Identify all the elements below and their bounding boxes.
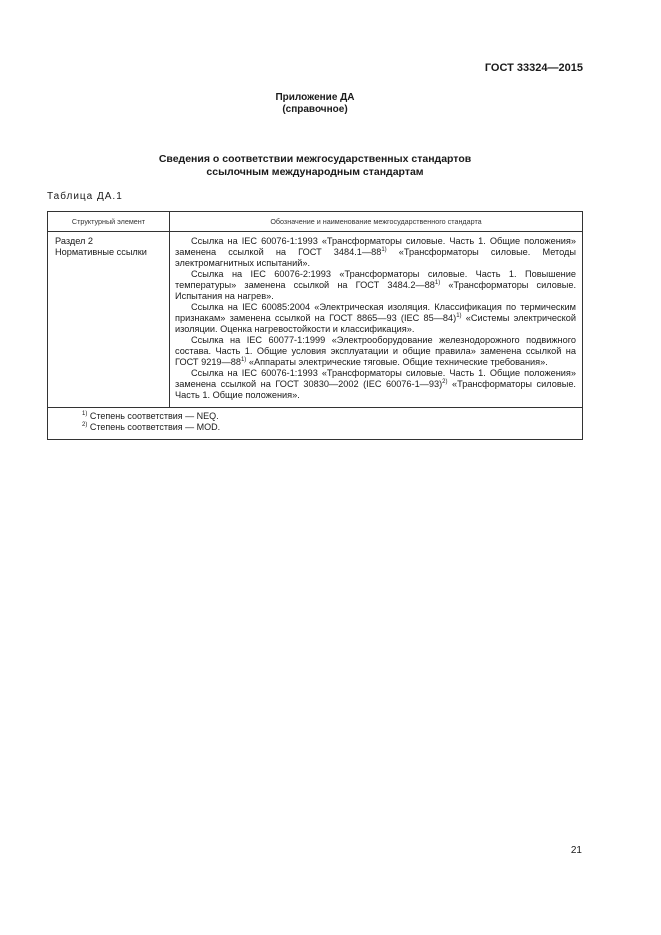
structural-element-cell [48,232,170,408]
reference-paragraph [175,236,576,269]
footnote-marker: 1) [434,280,441,286]
element-section: Раздел 2 [55,236,94,246]
reference-text: «Аппараты электрические тяговые. Общие технические требования». [246,357,548,367]
reference-paragraph [175,269,576,302]
footnote [82,422,576,433]
references-cell [170,232,583,408]
reference-correspondence-table [47,211,583,440]
footnote-marker: 1) [240,357,247,363]
table-caption: Таблица ДА.1 [47,191,123,202]
reference-text: Ссылка на IEC 60077-1:1999 «Электрооборудование железнодорожного подвижного состава. Часть 1. Общие условия эксплуатации и общие правила» заменена ссылкой на ГОСТ 9219—88 [175,335,576,367]
footnote-marker: 2) [442,379,448,385]
reference-text: Ссылка на IEC 60076-2:1993 «Трансформаторы силовые. Часть 1. Повышение температуры» заменена ссылкой на ГОСТ 3484.2—88 [175,269,576,290]
footnote-marker: 1) [456,313,462,319]
appendix-title: Приложение ДА [275,92,355,103]
footnote-text: Степень соответствия — NEQ. [87,411,219,421]
reference-paragraph [175,368,576,401]
footnote-marker: 1) [381,247,387,253]
footnote-marker: 2) [82,422,88,428]
document-heading-line-1: Сведения о соответствии межгосударственных стандартов [158,153,472,165]
footnotes-row [48,408,583,440]
element-name: Нормативные ссылки [55,247,147,257]
reference-text: Ссылка на IEC 60076-1:1993 «Трансформаторы силовые. Часть 1. Общие положения» заменена ссылкой на ГОСТ 30830—2002 (IEC 60076-1—93) [175,368,576,389]
footnotes-cell [48,408,583,440]
reference-text: «Трансформаторы силовые. Испытания на нагрев». [175,280,577,301]
reference-text: Ссылка на IEC 60076-1:1993 «Трансформаторы силовые. Часть 1. Общие положения» заменена ссылкой на ГОСТ 3484.1—88 [175,236,576,257]
footnote [82,411,576,422]
reference-text: «Трансформаторы силовые. Часть 1. Общие положения». [175,379,576,400]
reference-paragraph [175,302,576,335]
page-number: 21 [570,845,582,856]
table-row [48,232,583,408]
appendix-subtitle: (справочное) [282,104,348,115]
standard-number: ГОСТ 33324—2015 [484,62,583,74]
reference-text: «Системы электрической изоляции. Оценка нагревостойкости и классификация». [175,313,576,334]
reference-text: «Трансформаторы силовые. Методы электромагнитных испытаний». [175,247,576,268]
column-header-standard-designation: Обозначение и наименование межгосударственного стандарта [170,212,583,232]
document-heading-line-2: ссылочным международным стандартам [206,166,424,178]
footnote-marker: 1) [82,411,88,417]
column-header-structural-element: Структурный элемент [48,212,170,232]
footnote-text: Степень соответствия — MOD. [87,422,221,432]
table-header-row [48,212,583,232]
reference-text: Ссылка на IEC 60085:2004 «Электрическая изоляция. Классификация по термическим признакам» заменена ссылкой на ГОСТ 8865—93 (IEC 85—84) [175,302,576,323]
reference-paragraph [175,335,576,368]
